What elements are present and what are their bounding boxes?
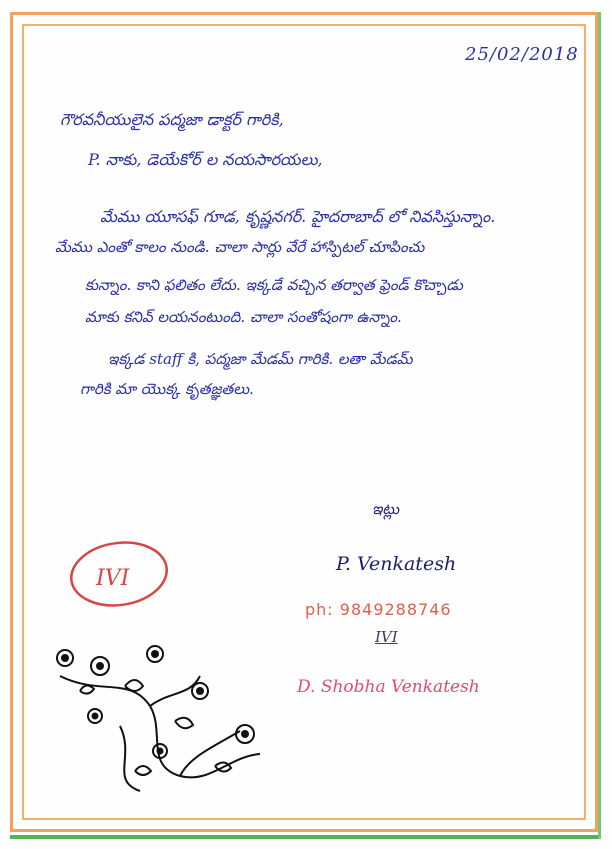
letter-line: గౌరవనీయులైన పద్మజా డాక్టర్ గారికి, (60, 110, 284, 129)
signature-name: P. Venkatesh (336, 553, 457, 575)
stamp-text: IVI (96, 566, 130, 591)
letter-line: ఇక్కడ staff కి, పద్మజా మేడమ్ గారికి. లతా మేడమ్ (108, 350, 413, 368)
signature-phone: ph: 9849288746 (305, 600, 452, 619)
letter-line: P. నాకు, డెయేకోర్ ల నయసారయలు, (88, 150, 323, 169)
page-border-green-right (598, 12, 601, 839)
floral-vine-icon (40, 636, 275, 796)
signature-label: ఇట్లు (372, 500, 400, 518)
letter-date: 25/02/2018 (465, 44, 579, 65)
letter-line: మేము యూసఫ్ గూడ, కృష్ణనగర్. హైదరాబాద్ లో నివసిస్తున్నాం. (100, 207, 496, 226)
letter-line: గారికి మా యొక్క కృతజ్ఞతలు. (80, 380, 254, 398)
letter-line: కున్నాం. కాని ఫలితం లేదు. ఇక్కడే వచ్చిన తర్వాత ఫ్రెండ్ కొచ్చాడు (85, 276, 463, 294)
letter-line: మాకు కనివ్ లయనంటుంది. చాలా సంతోషంగా ఉన్నాం. (85, 308, 402, 326)
page-border-green (10, 835, 598, 839)
co-signer-name: D. Shobha Venkatesh (297, 677, 480, 697)
letter-line: మేము ఎంతో కాలం నుండి. చాలా సార్లు వేరే హాస్పిటల్ చూపించు (55, 238, 425, 256)
signature-org: IVI (375, 628, 398, 646)
